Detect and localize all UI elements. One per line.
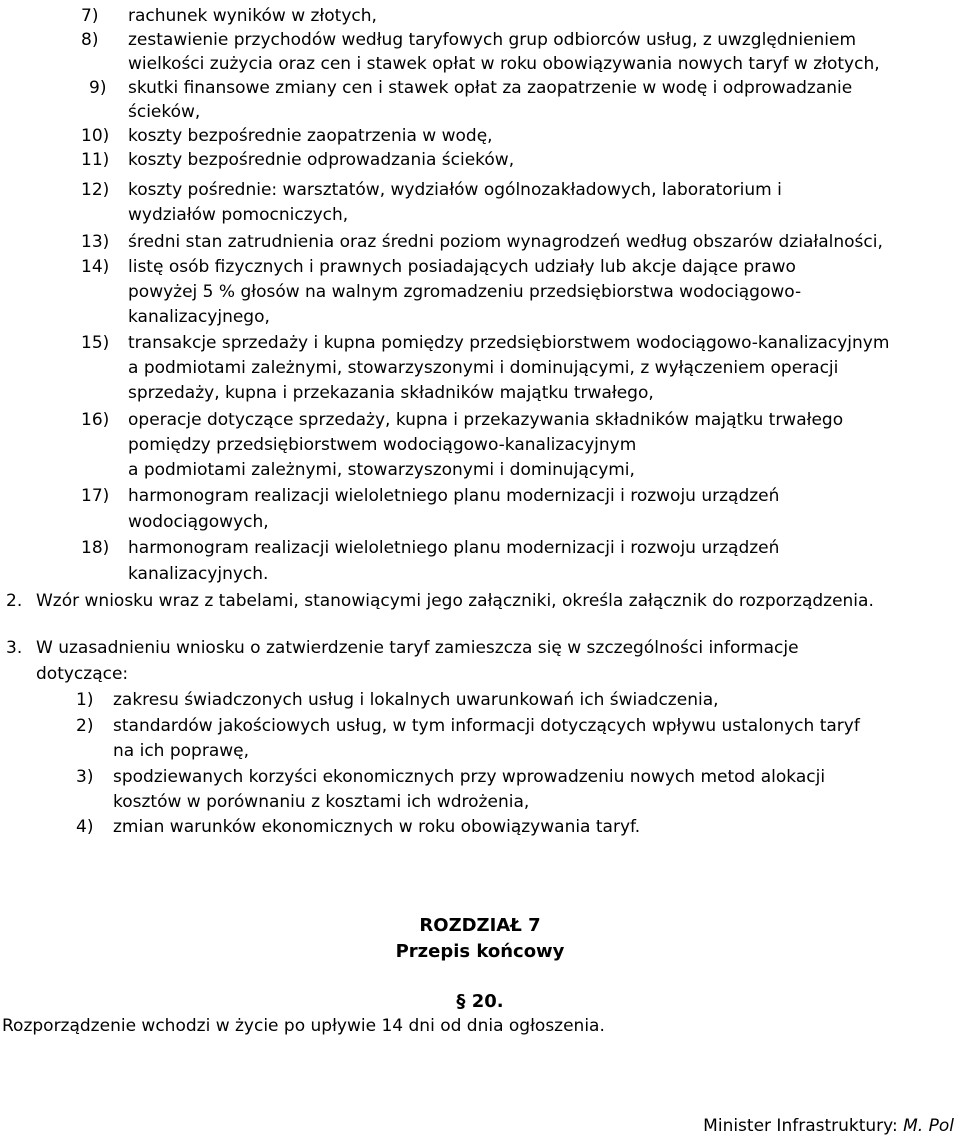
list-item-text: wydziałów pomocniczych, [128, 205, 349, 225]
list-item-text: sprzedaży, kupna i przekazania składników majątku trwałego, [128, 383, 654, 403]
list-item-text: na ich poprawę, [113, 741, 249, 761]
list-item-text: powyżej 5 % głosów na walnym zgromadzeniu przedsiębiorstwa wodociągowo- [128, 282, 802, 302]
list-item-text: pomiędzy przedsiębiorstwem wodociągowo-kanalizacyjnym [128, 435, 637, 455]
list-number: 1) [76, 690, 94, 710]
list-number: 10) [81, 126, 110, 146]
paragraph-text: dotyczące: [36, 664, 129, 684]
paragraph-text: Wzór wniosku wraz z tabelami, stanowiącymi jego załączniki, określa załącznik do rozporządzenia. [36, 591, 874, 611]
list-item-text: spodziewanych korzyści ekonomicznych przy wprowadzeniu nowych metod alokacji [113, 767, 826, 787]
signature-name: M. Pol [903, 1116, 954, 1136]
list-number: 8) [81, 30, 99, 50]
paragraph-text: W uzasadnieniu wniosku o zatwierdzenie taryf zamieszcza się w szczególności informacje [36, 638, 799, 658]
signature-label: Minister Infrastruktury: [703, 1116, 898, 1136]
chapter-subtitle: Przepis końcowy [395, 941, 565, 962]
list-item-text: a podmiotami zależnymi, stowarzyszonymi i dominującymi, z wyłączeniem operacji [128, 358, 839, 378]
list-item-text: wielkości zużycia oraz cen i stawek opłat w roku obowiązywania nowych taryf w złotych, [128, 54, 880, 74]
paragraph-number: 2. [6, 591, 23, 611]
list-item-text: harmonogram realizacji wieloletniego planu modernizacji i rozwoju urządzeń [128, 486, 780, 506]
list-number: 2) [76, 716, 94, 736]
list-item-text: wodociągowych, [128, 512, 269, 532]
list-item-text: średni stan zatrudnienia oraz średni poziom wynagrodzeń według obszarów działalności, [128, 232, 883, 252]
paragraph-number: 3. [6, 638, 23, 658]
list-item-text: koszty pośrednie: warsztatów, wydziałów ogólnozakładowych, laboratorium i [128, 180, 782, 200]
list-item-text: ścieków, [128, 102, 201, 122]
list-number: 17) [81, 486, 110, 506]
list-item-text: standardów jakościowych usług, w tym informacji dotyczących wpływu ustalonych taryf [113, 716, 860, 736]
list-item-text: zakresu świadczonych usług i lokalnych uwarunkowań ich świadczenia, [113, 690, 719, 710]
list-number: 4) [76, 817, 94, 837]
list-item-text: transakcje sprzedaży i kupna pomiędzy przedsiębiorstwem wodociągowo-kanalizacyjnym [128, 333, 890, 353]
list-item-text: zmian warunków ekonomicznych w roku obowiązywania taryf. [113, 817, 641, 837]
list-item-text: zestawienie przychodów według taryfowych grup odbiorców usług, z uwzględnieniem [128, 30, 857, 50]
list-item-text: rachunek wyników w złotych, [128, 6, 377, 26]
list-item-text: skutki finansowe zmiany cen i stawek opłat za zaopatrzenie w wodę i odprowadzanie [128, 78, 853, 98]
section-number: § 20. [456, 991, 504, 1012]
section-text: Rozporządzenie wchodzi w życie po upływie 14 dni od dnia ogłoszenia. [2, 1016, 605, 1036]
chapter-title: ROZDZIAŁ 7 [419, 915, 541, 936]
list-item-text: listę osób fizycznych i prawnych posiadających udziały lub akcje dające prawo [128, 257, 796, 277]
list-item-text: harmonogram realizacji wieloletniego planu modernizacji i rozwoju urządzeń [128, 538, 780, 558]
list-number: 15) [81, 333, 110, 353]
list-number: 9) [89, 78, 107, 98]
list-number: 18) [81, 538, 110, 558]
list-number: 14) [81, 257, 110, 277]
list-item-text: koszty bezpośrednie odprowadzania ścieków, [128, 150, 515, 170]
list-number: 3) [76, 767, 94, 787]
list-item-text: a podmiotami zależnymi, stowarzyszonymi i dominującymi, [128, 460, 635, 480]
signature-line [703, 1114, 954, 1138]
list-item-text: kosztów w porównaniu z kosztami ich wdrożenia, [113, 792, 530, 812]
list-item-text: koszty bezpośrednie zaopatrzenia w wodę, [128, 126, 493, 146]
list-number: 11) [81, 150, 110, 170]
list-number: 12) [81, 180, 110, 200]
list-item-text: operacje dotyczące sprzedaży, kupna i przekazywania składników majątku trwałego [128, 410, 844, 430]
list-number: 13) [81, 232, 110, 252]
list-number: 16) [81, 410, 110, 430]
list-item-text: kanalizacyjnego, [128, 307, 270, 327]
list-number: 7) [81, 6, 99, 26]
list-item-text: kanalizacyjnych. [128, 564, 269, 584]
